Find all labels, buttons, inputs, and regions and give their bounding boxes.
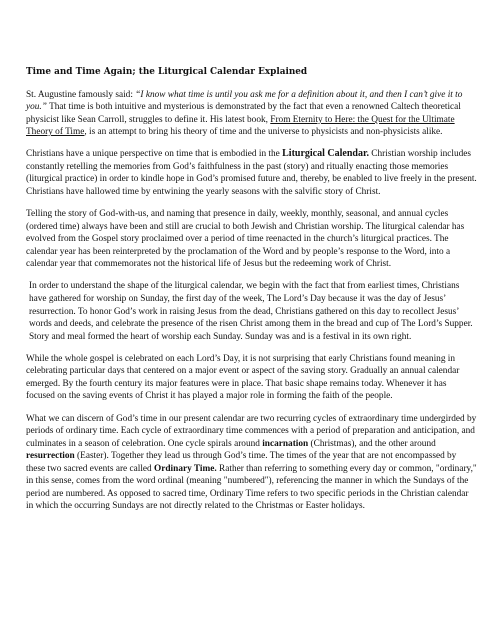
p6-text-c: (Easter). Together they lead us through God’s time. The times of the year that are not encompassed by these two sacred events are called — [26, 451, 457, 474]
document-page — [26, 66, 477, 523]
augustine-quote: “I know what time is until you ask me for a definition about it, and then I can’t give it to you.” — [26, 89, 463, 113]
document-title: Time and Time Again; the Liturgical Calendar Explained — [26, 67, 308, 77]
book-title: From Eternity to Here: the Quest for the Ultimate Theory of Time — [26, 114, 455, 138]
p1-text-a: St. Augustine famously said: — [26, 89, 136, 100]
liturgical-calendar-term: Liturgical Calendar. — [282, 148, 369, 160]
p1-text-c: , is an attempt to bring his theory of time and the universe to physicists and non-physicists alike. — [84, 127, 443, 138]
p2-text-b: Christian worship includes constantly retelling the memories from God’s faithfulness in the past (story) and ritually enacting those memories (liturgical practice) in order to kindle hope in God’s promised future and, thereby, be enabled to live freely in the present. Christians have hallowed time by entwining the yearly seasons with the salvific story of Christ. — [26, 149, 477, 197]
p6-text-b: (Christmas), and the other around — [308, 438, 436, 449]
ordinary-time-term: Ordinary Time. — [154, 463, 217, 474]
p6-text-a: What we can discern of God’s time in our present calendar are two recurring cycles of extraordinary time undergirded by periods of ordinary time. Each cycle of extraordinary time commences with a period of preparation and anticipation, and culminates in a season of celebration. One cycle spirals around — [26, 413, 477, 449]
p2-text-a: Christians have a unique perspective on time that is embodied in the — [26, 149, 283, 160]
paragraph-liturgical-calendar — [26, 148, 477, 198]
p1-text-b: That time is both intuitive and mysterious is demonstrated by the fact that even a renowned Caltech theoretical physicist like Sean Carroll, struggles to define it. His latest book, — [26, 102, 461, 125]
resurrection-term: resurrection — [26, 451, 75, 462]
paragraph-annual-calendar: While the whole gospel is celebrated on each Lord’s Day, it is not surprising that early Christians found meaning in celebrating particular days that centered on a major event or aspect of the saving story. Gradually an annual calendar emerged. By the fourth century its major features were in place. That basic shape remains today. Whenever it has focused on the saving events of Christ it has played a major role in forming the faith of the people. — [26, 353, 460, 402]
incarnation-term: incarnation — [262, 438, 309, 449]
paragraph-cycles — [26, 413, 477, 513]
paragraph-story: Telling the story of God-with-us, and naming that presence in daily, weekly, monthly, seasonal, and annual cycles (ordered time) always have been and still are crucial to both Jewish and Christian worship. The liturgical calendar has evolved from the Gospel story proclaimed over a period of time reenacted in the church’s liturgical practices. The calendar year has been reinterpreted by the proclamation of the Word and by people’s response to the Word, into a calendar year that commemorates not the historical life of Jesus but the redeeming work of Christ. — [26, 209, 465, 270]
p6-text-d: Rather than referring to something every day or common, "ordinary," in this sense, comes from the word ordinal (meaning "numbered"), referencing the manner in which the Sundays of the period are numbered. As opposed to sacred time, Ordinary Time refers to two specific periods in the Christian calendar in which the occurring Sundays are not directly related to the Christmas or Easter holidays. — [26, 463, 477, 512]
paragraph-sunday: In order to understand the shape of the liturgical calendar, we begin with the fact that from earliest times, Christians have gathered for worship on Sunday, the first day of the week, The Lord’s Day because it was the day of Jesus’ resurrection. To honor God’s work in raising Jesus from the dead, Christians gathered on this day to recollect Jesus’ words and deeds, and celebrate the presence of the risen Christ among them in the bread and cup of The Lord’s Supper. Story and meal formed the heart of worship each Sunday. Sunday was and is a festival in its own right. — [29, 281, 473, 342]
paragraph-augustine — [26, 89, 477, 139]
